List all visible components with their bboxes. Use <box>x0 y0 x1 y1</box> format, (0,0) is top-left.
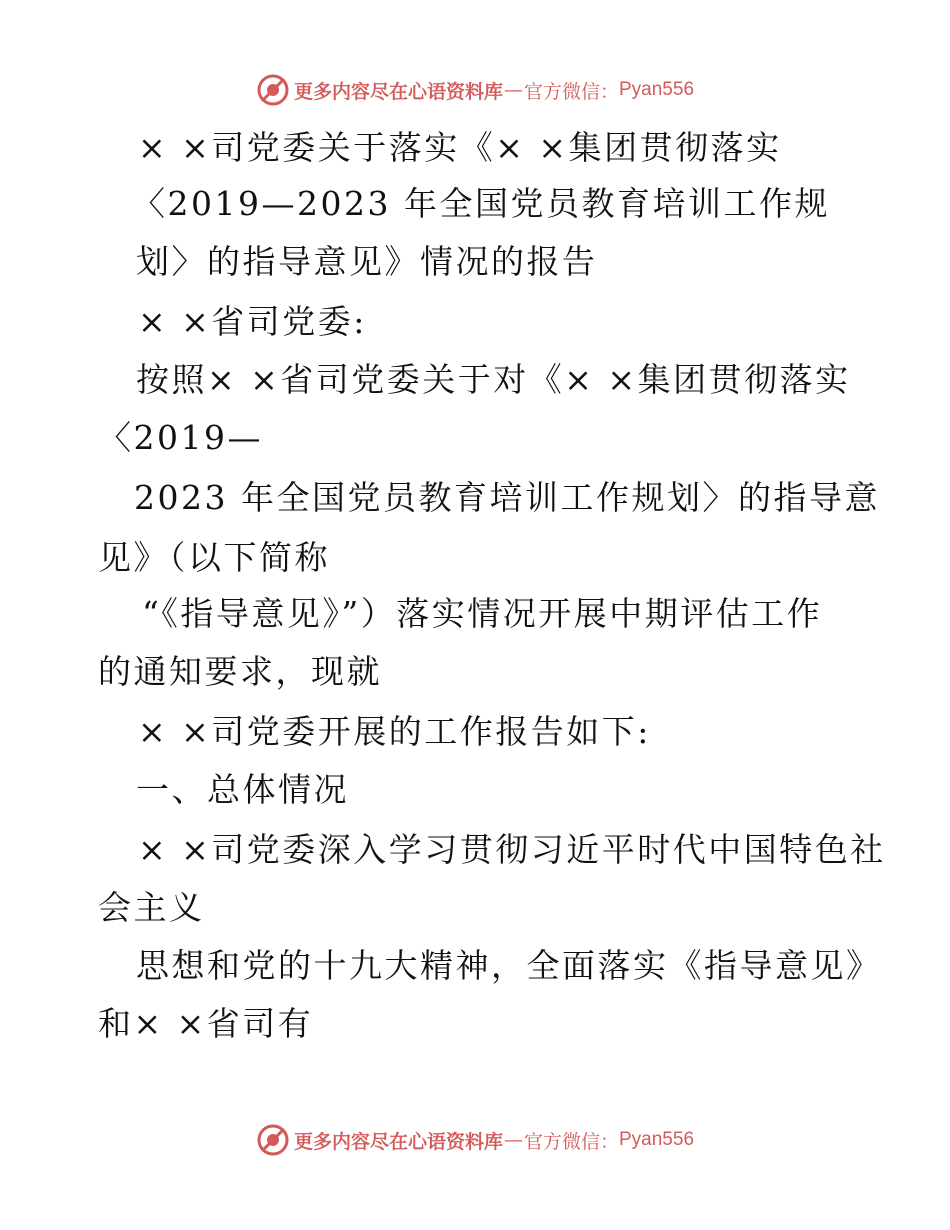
doc-line: 划〉的指导意见》情况的报告 <box>136 242 598 281</box>
watermark-dash: — <box>503 1129 523 1151</box>
watermark-wechat-id: Pyan556 <box>619 1129 695 1150</box>
doc-line: 见》（以下简称 <box>98 538 330 577</box>
doc-line: × ×省司党委: <box>138 302 367 341</box>
doc-line: 的通知要求，现就 <box>98 652 382 691</box>
doc-line: 思想和党的十九大精神，全面落实《指导意见》 <box>136 946 882 985</box>
watermark-logo-icon <box>256 73 290 107</box>
watermark-dash: — <box>503 79 523 101</box>
watermark-main-text: 更多内容尽在心语资料库 <box>293 1130 503 1153</box>
watermark-sub-text: 官方微信： <box>523 1130 619 1153</box>
doc-line: “《指导意见》”）落实情况开展中期评估工作 <box>142 594 823 633</box>
doc-line: 一、总体情况 <box>136 770 349 809</box>
watermark-wechat-id: Pyan556 <box>619 79 695 100</box>
doc-line: 2023 年全国党员教育培训工作规划〉的指导意 <box>134 478 880 517</box>
doc-line: × ×司党委深入学习贯彻习近平时代中国特色社 <box>138 830 886 869</box>
doc-line: 〈2019— <box>98 418 263 457</box>
footer-watermark <box>0 1120 950 1160</box>
doc-line: 和× ×省司有 <box>98 1004 314 1043</box>
doc-line: × ×司党委关于落实《× ×集团贯彻落实 <box>138 128 782 167</box>
doc-line: 〈2019—2023 年全国党员教育培训工作规 <box>132 184 830 223</box>
header-watermark <box>0 70 950 110</box>
doc-line: 按照× ×省司党委关于对《× ×集团贯彻落实 <box>136 360 851 399</box>
doc-line: 会主义 <box>98 888 205 927</box>
doc-line: × ×司党委开展的工作报告如下: <box>138 712 651 751</box>
watermark-main-text: 更多内容尽在心语资料库 <box>293 80 503 103</box>
watermark-sub-text: 官方微信： <box>523 80 619 103</box>
watermark-logo-icon <box>256 1123 290 1157</box>
